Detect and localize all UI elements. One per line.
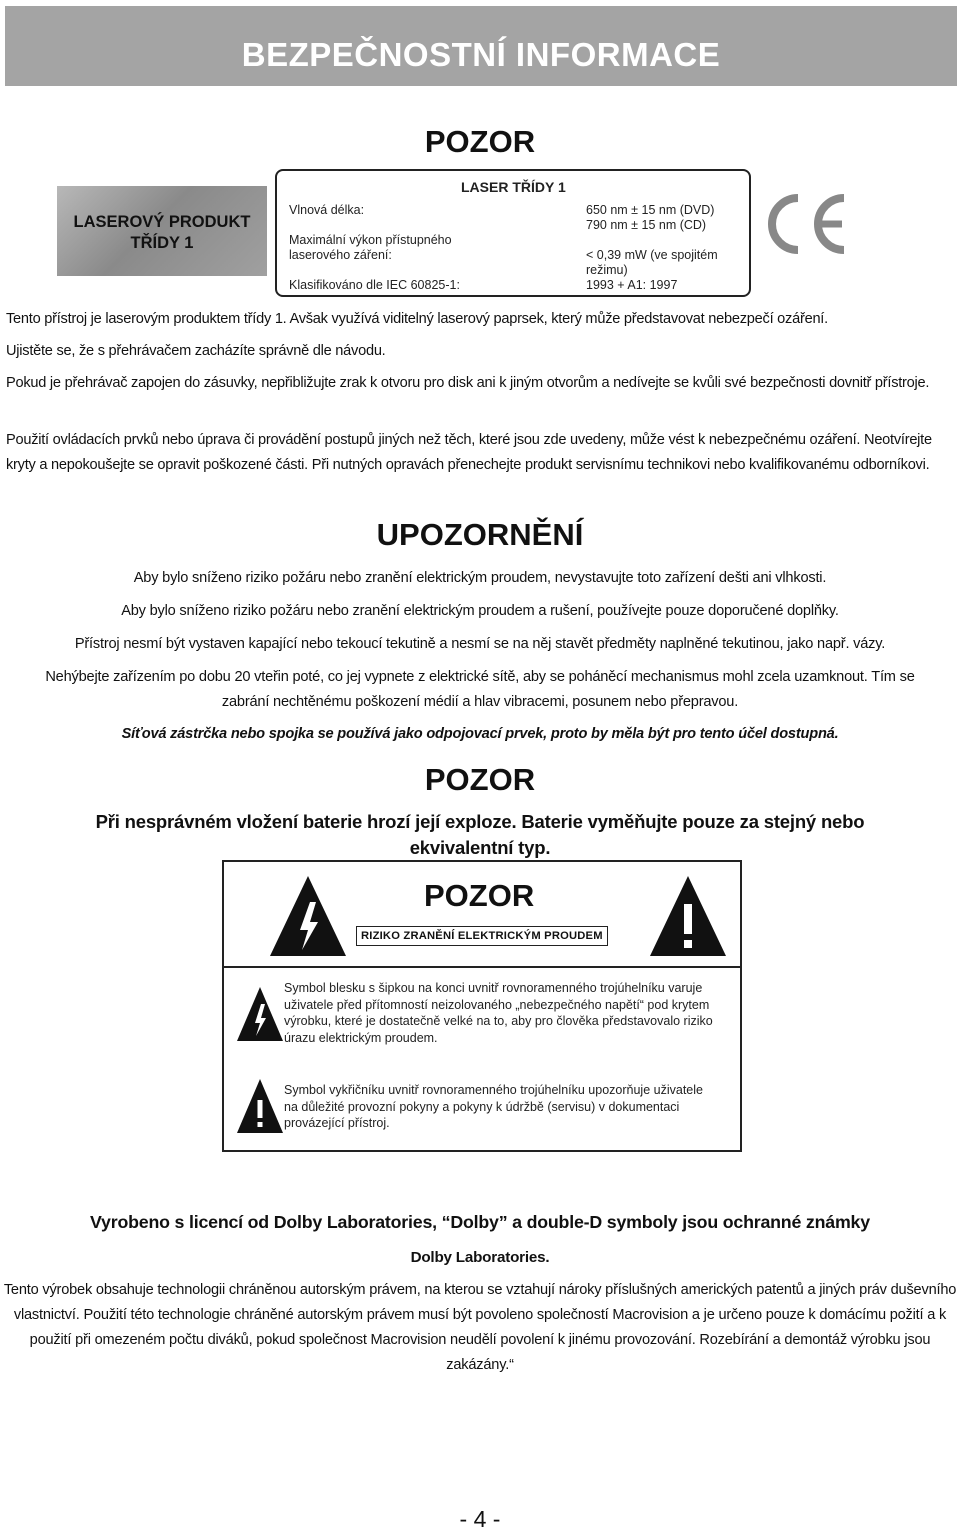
class-value: 1993 + A1: 1997 xyxy=(586,278,678,292)
wavelength-dvd: 650 nm ± 15 nm (DVD) xyxy=(586,203,715,217)
dolby-line-2: Dolby Laboratories. xyxy=(410,1249,550,1266)
page-title: BEZPEČNOSTNÍ INFORMACE xyxy=(241,36,721,73)
wavelength-label: Vlnová délka: xyxy=(289,203,365,217)
paragraph-3: Pokud je přehrávač zapojen do zásuvky, nepřibližujte zrak k otvoru pro disk ani k jiným otvorům a nedívejte se kvůli své bezpečnosti dovnitř přístroje. xyxy=(6,375,930,391)
page-number: - 4 - xyxy=(459,1506,501,1532)
power-label-2: laserového záření: xyxy=(289,248,392,262)
lightning-symbol-text: Symbol blesku s šipkou na konci uvnitř rovnoramenného trojúhelníku varuje uživatele před přítomností neizolovaného „nebezpečného napětí“ pod krytem výrobku, které je dostatečně velké na to, aby pro člověka představovalo riziko úrazu elektrickým proudem. xyxy=(284,981,713,1045)
panel-divider xyxy=(224,966,740,968)
exclamation-triangle-icon xyxy=(648,874,728,958)
laser-label-line2: TŘÍDY 1 xyxy=(130,234,194,252)
power-label-1: Maximální výkon přístupného xyxy=(289,233,452,247)
laser-info-box xyxy=(275,169,751,297)
paragraph-1: Tento přístroj je laserovým produktem třídy 1. Avšak využívá viditelný laserový paprsek, který může představovat nebezpečí ozáření. xyxy=(6,311,828,327)
class-label: Klasifikováno dle IEC 60825-1: xyxy=(289,278,460,292)
panel-pozor: POZOR xyxy=(424,878,535,913)
lightning-small-icon xyxy=(236,986,284,1042)
riziko-label: RIZIKO ZRANĚNÍ ELEKTRICKÝM PROUDEM xyxy=(356,926,608,946)
exclamation-symbol-text: Symbol vykřičníku uvnitř rovnoramenného trojúhelníku upozorňuje uživatele na důležité provozní pokyny a pokyny k údržbě (servisu) v dokumentaci provázející přístroj. xyxy=(284,1083,703,1130)
laser-product-label xyxy=(57,186,267,276)
lightning-triangle-icon xyxy=(268,874,348,958)
ce-mark-icon xyxy=(760,190,850,258)
warning-4: Nehýbejte zařízením po dobu 20 vteřin poté, co jej vypnete z elektrické sítě, aby se poháněcí mechanismus mohl zcela uzamknout. Tím se zabrání nechtěnému poškození médií a hlav vibracemi, posunem nebo přepravou. xyxy=(45,669,915,710)
wavelength-cd: 790 nm ± 15 nm (CD) xyxy=(586,218,707,232)
pozor-heading: POZOR xyxy=(424,124,536,159)
paragraph-2: Ujistěte se, že s přehrávačem zacházíte správně dle návodu. xyxy=(6,343,386,359)
warning-panel xyxy=(222,860,742,1152)
pozor-heading-2: POZOR xyxy=(424,762,536,797)
warning-2: Aby bylo sníženo riziko požáru nebo zranění elektrickým proudem a rušení, používejte pouze doporučené doplňky. xyxy=(121,603,839,619)
warning-1: Aby bylo sníženo riziko požáru nebo zranění elektrickým proudem, nevystavujte toto zařízení dešti ani vlhkosti. xyxy=(133,570,827,586)
paragraph-4: Použití ovládacích prvků nebo úprava či provádění postupů jiných než těch, které jsou zde uvedeny, může vést k nebezpečnému ozáření. Neotvírejte kryty a nepokoušejte se opravit poškozené části. Při nutných opravách přenechejte produkt servisnímu technikovi nebo kvalifikovanému odborníkovi. xyxy=(6,432,932,473)
power-value-1: < 0,39 mW (ve spojitém xyxy=(586,248,718,262)
warning-3: Přístroj nesmí být vystaven kapající nebo tekoucí tekutině a nesmí se na něj stavět předměty naplněné tekutinou, jako např. vázy. xyxy=(74,636,886,652)
exclamation-small-icon xyxy=(236,1078,284,1134)
dolby-line-1: Vyrobeno s licencí od Dolby Laboratories, “Dolby” a double-D symboly jsou ochranné známky xyxy=(90,1212,870,1232)
power-value-2: režimu) xyxy=(586,263,628,277)
battery-warning: Při nesprávném vložení baterie hrozí její exploze. Baterie vyměňujte pouze za stejný nebo ekvivalentní typ. xyxy=(95,811,865,858)
upozorneni-heading: UPOZORNĚNÍ xyxy=(376,517,584,552)
laser-box-title: LASER TŘÍDY 1 xyxy=(461,179,566,195)
laser-label-line1: LASEROVÝ PRODUKT xyxy=(73,213,251,231)
warning-5: Síťová zástrčka nebo spojka se používá jako odpojovací prvek, proto by měla být pro tento účel dostupná. xyxy=(121,726,839,742)
macrovision-paragraph: Tento výrobek obsahuje technologii chráněnou autorským právem, na kterou se vztahují nároky příslušných amerických patentů a jiných práv duševního vlastnictví. Použití této technologie chráněné autorským právem musí být povoleno společností Macrovision a je určeno pouze k domácímu požití a k použití při omezeném počtu diváků, pokud společnost Macrovision neudělí povolení k jinému provozování. Rozebírání a demontáž výrobku jsou zakázány.“ xyxy=(3,1282,957,1373)
header-bar xyxy=(5,6,957,86)
